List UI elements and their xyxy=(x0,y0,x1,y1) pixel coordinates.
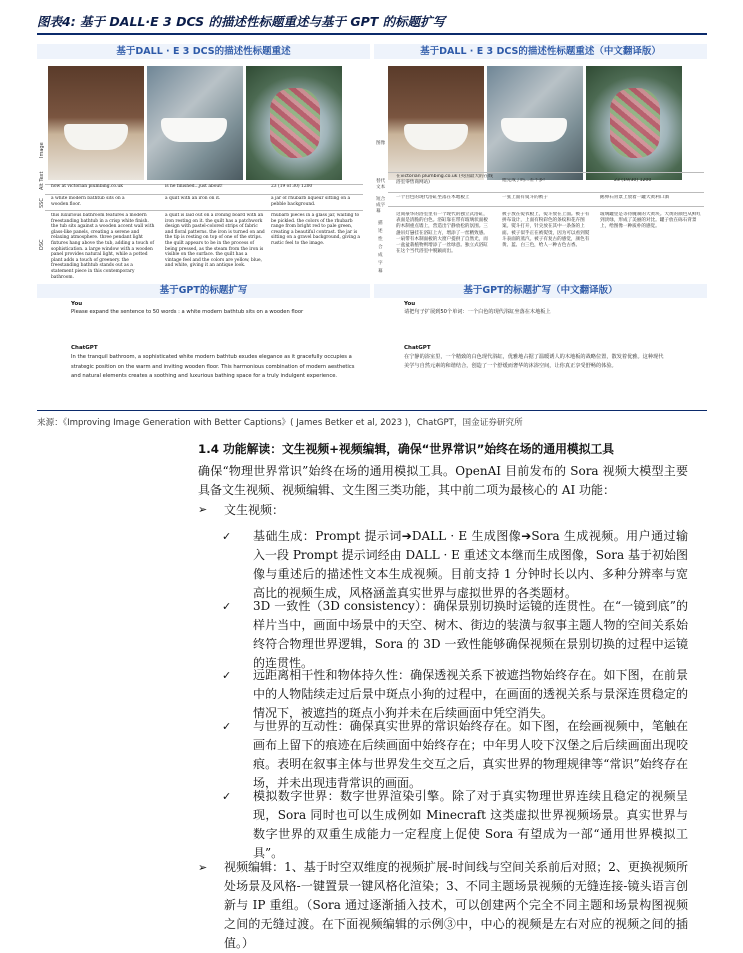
you-label: You xyxy=(71,301,83,307)
alt-text-2: is he finished...just about! xyxy=(165,184,223,189)
item-basic-generation: 基础生成：Prompt 提示词➔DALL · E 生成图像➔Sora 生成视频。用户通过输入一段 Prompt 提示词经由 DALL · E 重述文本继而生成图像，Sora 基于初始图像与重述后的描述性文本生成视频。目前支持 1 分钟时长以内、多种分辨率与宽高比的视频生成，风格涵盖真实世界与虚拟世界的各类题材。 xyxy=(253,529,688,600)
cn-row-label-image: 图像 xyxy=(376,141,386,146)
right-panel-header: 基于DALL · E 3 DCS的描述性标题重述（中文翻译版） xyxy=(374,44,707,59)
cn-dsc-1: 这间豪华的浴室里有一个现代的独立式浴缸，表面是清脆的白色。浴缸靠在带有玻璃状面板的木制重点墙上，营造出宁静放松的氛围。三盏吊灯悬挂在浴缸上方，增添了一丝精致感。一扇带有木制面板的大窗户提供了自然光，而一盆盆栽植物则增添了一丝绿意。独立式浴缸在这个当代浴室中脱颖而出。 xyxy=(396,212,488,255)
check-bullet-icon: ✓ xyxy=(222,720,232,733)
section-heading: 1.4 功能解读：文生视频+视频编辑，确保“世界常识”始终在场的通用模拟工具 xyxy=(198,442,615,456)
right-gpt-header: 基于GPT的标题扩写（中文翻译版） xyxy=(374,284,707,298)
check-bullet-icon: ✓ xyxy=(222,530,232,543)
dsc-2: a quilt is laid out on a ironing board with an iron resting on it. the quilt has a patchwork design with pastel-colored strips of fabric and floral patterns. the iron is turned on and the tip is resting on top of one of the strips. the quilt appears to be in the process of being pressed, as the steam from the iron is visible on the surface. the quilt has a vintage feel and the colors are yellow, blue, and white, giving it an antique look. xyxy=(165,213,265,269)
check-bullet-icon: ✓ xyxy=(222,600,232,613)
row-label-image: Image xyxy=(39,142,45,158)
bathtub-image-2 xyxy=(487,66,583,180)
intro-paragraph: 确保“物理世界常识”始终在场的通用模拟工具。OpenAI 目前发布的 Sora 视频大模型主要具备文生视频、视频编辑、文生图三类功能，其中前二项为最核心的 AI 功能： xyxy=(198,464,688,497)
check-bullet-icon: ✓ xyxy=(222,669,232,682)
cn-ssc-2: 一张上面有熨斗的被子 xyxy=(502,195,548,200)
figure-title-rule xyxy=(37,33,707,35)
you-text: Please expand the sentence to 50 words : a white modern bathtub sits on a wooden floor xyxy=(71,309,304,315)
figure-title: 图表4: 基于 DALL·E 3 DCS 的描述性标题重述与基于 GPT 的标题扩写 xyxy=(37,14,446,29)
ssc-1: a white modern bathtub sits on a wooden floor. xyxy=(51,196,125,207)
bathtub-image xyxy=(48,66,144,180)
cn-row-label-alt: 替代文本 xyxy=(376,179,386,190)
bathtub-image-2 xyxy=(147,66,243,180)
arrow-bullet-icon: ➢ xyxy=(198,861,208,874)
dsc-3: rhubarb pieces in a glass jar, waiting to be pickled. the colors of the rhubarb range from bright red to pale green, creating a beautiful contrast. the jar is sitting on a gravel background, giving a rustic feel to the image. xyxy=(271,213,361,246)
cn-row-label-dsc: 描述性合成字幕 xyxy=(378,221,383,274)
chatgpt-label: ChatGPT xyxy=(71,345,98,351)
item-digital-world: 模拟数字世界：数字世界渲染引擎。除了对于真实物理世界连续且稳定的视频呈现，Sora 同时也可以生成例如 Minecraft 这类虚拟世界视频场景。真实世界与数字世界的双重生成能力一定程度上促使 Sora 有望成为一部“通用世界模拟工具”。 xyxy=(253,789,688,860)
source-rule xyxy=(37,410,707,411)
figure-left-panel xyxy=(37,40,370,398)
alt-text-1: now at victorian plumbing.co.uk xyxy=(51,184,123,189)
cn-chatgpt-text: 在宁静的浴室里，一个精致的白色现代浴缸，优雅地占据了温暖诱人的木地板的战略位置，散发着优雅。这种现代美学与自然元素的和谐结合，创造了一个舒缓而奢华的沐浴空间，让你真正享受舒畅的体验。 xyxy=(404,354,664,369)
row-label-alt: Alt Text xyxy=(39,171,45,190)
ssc-3: a jar of rhubarb liqueur sitting on a pebble background. xyxy=(271,196,351,207)
cn-ssc-3: 鹅卵石背景上放着一罐大黄利口酒 xyxy=(600,195,669,200)
left-gpt-header: 基于GPT的标题扩写 xyxy=(37,284,370,298)
video-editing-paragraph: 视频编辑：1、基于时空双维度的视频扩展-时间线与空间关系前后对照；2、更换视频所处场景及风格-一键置景一键风格化渲染；3、不同主题场景视频的无缝连接-镜头语言创新与 IP 重组。（Sora 通过逐渐插入技术，可以创建两个完全不同主题和场景构图视频之间的无缝过渡。在下面视频编辑的示例③中，中心的视频是左右对应的视频之间的插值。） xyxy=(224,860,688,950)
chatgpt-text: In the tranquil bathroom, a sophisticated white modern bathtub exudes elegance as it gracefully occupies a strategic position on the warm and inviting wooden floor. This harmonious combination of modern aesthetics and natural elements creates a soothing and luxurious bathing space for a truly indulgent experience. xyxy=(71,354,355,379)
left-panel-header: 基于DALL · E 3 DCS的描述性标题重述 xyxy=(37,44,370,59)
figure-source: 来源：《Improving Image Generation with Better Captions》( James Betker et al, 2023 )，ChatGPT，国金证券研究所 xyxy=(37,418,523,428)
alt-text-3: 23 (19 of 30) 1200 xyxy=(271,184,313,189)
dsc-1: this luxurious bathroom features a modern freestanding bathtub in a crisp white finish. the tub sits against a wooden accent wall with glass-like panels, creating a serene and relaxing atmosphere. three pendant light fixtures hang above the tub, adding a touch of sophistication. a large window with a wooden panel provides natural light, while a potted plant adds a touch of greenery. the freestanding bathtub stands out as a statement piece in this contemporary bathroom. xyxy=(51,213,155,280)
right-image-row xyxy=(388,66,682,180)
cn-you-label: You xyxy=(404,301,416,307)
check-bullet-icon: ✓ xyxy=(222,790,232,803)
ssc-2: a quilt with an iron on it. xyxy=(165,196,221,201)
bathtub-image xyxy=(388,66,484,180)
cn-alt-text-3: 23 (19/30) 1200 xyxy=(614,178,652,183)
row-label-dsc: DSC xyxy=(39,239,45,250)
cn-chatgpt-label: ChatGPT xyxy=(404,345,431,351)
cn-alt-text-1: 在victorian plumbing.co.uk (英国最大的在线浴室零售商网站) xyxy=(396,174,493,186)
t2v-label: 文生视频： xyxy=(224,503,285,517)
cn-alt-text-2: 他完成了吗...差不多! xyxy=(502,178,545,183)
cn-dsc-3: 玻璃罐里是等待腌制的大黄块。大黄的颜色从鲜红到淡绿，形成了美丽的对比。罐子放在砾石背景上，给图像一种质朴的感觉。 xyxy=(600,212,702,230)
cn-row-label-ssc: 短合成字幕 xyxy=(376,197,386,214)
rhubarb-jar-image xyxy=(246,66,342,180)
item-world-interaction: 与世界的互动性：确保真实世界的常识始终存在。如下图，在绘画视频中，笔触在画布上留下的痕迹在后续画面中始终存在；中年男人咬下汉堡之后后续画面出现咬痕。表明在叙事主体与世界发生交互之后，真实世界的物理规律等“常识”始终存在场，并未出现违背常识的画面。 xyxy=(253,719,688,790)
left-image-row xyxy=(48,66,342,180)
cn-you-text: 请把句子扩展到50个单词：一个白色的现代浴缸坐落在木地板上 xyxy=(404,309,551,315)
item-object-permanence: 远距离相干性和物体持久性：确保透视关系下被遮挡物始终存在。如下图，在前景中的人物陆续走过后景中斑点小狗的过程中，在画面的透视关系与景深连贯稳定的情况下，被遮挡的斑点小狗并未在后续画面中凭空消失。 xyxy=(253,668,688,720)
cn-dsc-2: 被子放在熨衣板上，熨斗放在上面。被子有拼布设计，上面有粉彩色的条纹和花卉图案。熨斗打开，针尖放在其中一条条的上面。被子似乎正在被熨烫，因为可以看到熨斗表面的蒸汽。被子有复古的感觉，颜色有黄、蓝、白三色，给人一种古色古香。 xyxy=(502,212,590,249)
figure-right-panel xyxy=(374,40,707,398)
arrow-bullet-icon: ➢ xyxy=(198,503,208,516)
rhubarb-jar-image xyxy=(586,66,682,180)
row-label-ssc: SSC xyxy=(39,198,45,208)
item-3d-consistency: 3D 一致性（3D consistency）：确保景别切换时运镜的连贯性。在“一镜到底”的样片当中，画面中场景中的天空、树木、街边的装潢与叙事主题人物的空间关系始终符合物理世界逻辑，Sora 的 3D 一致性能够确保视频在景别切换的过程中运镜的连贯性。 xyxy=(253,599,688,670)
cn-ssc-1: 一个白色的现代浴缸坐落在木地板上 xyxy=(396,195,470,200)
